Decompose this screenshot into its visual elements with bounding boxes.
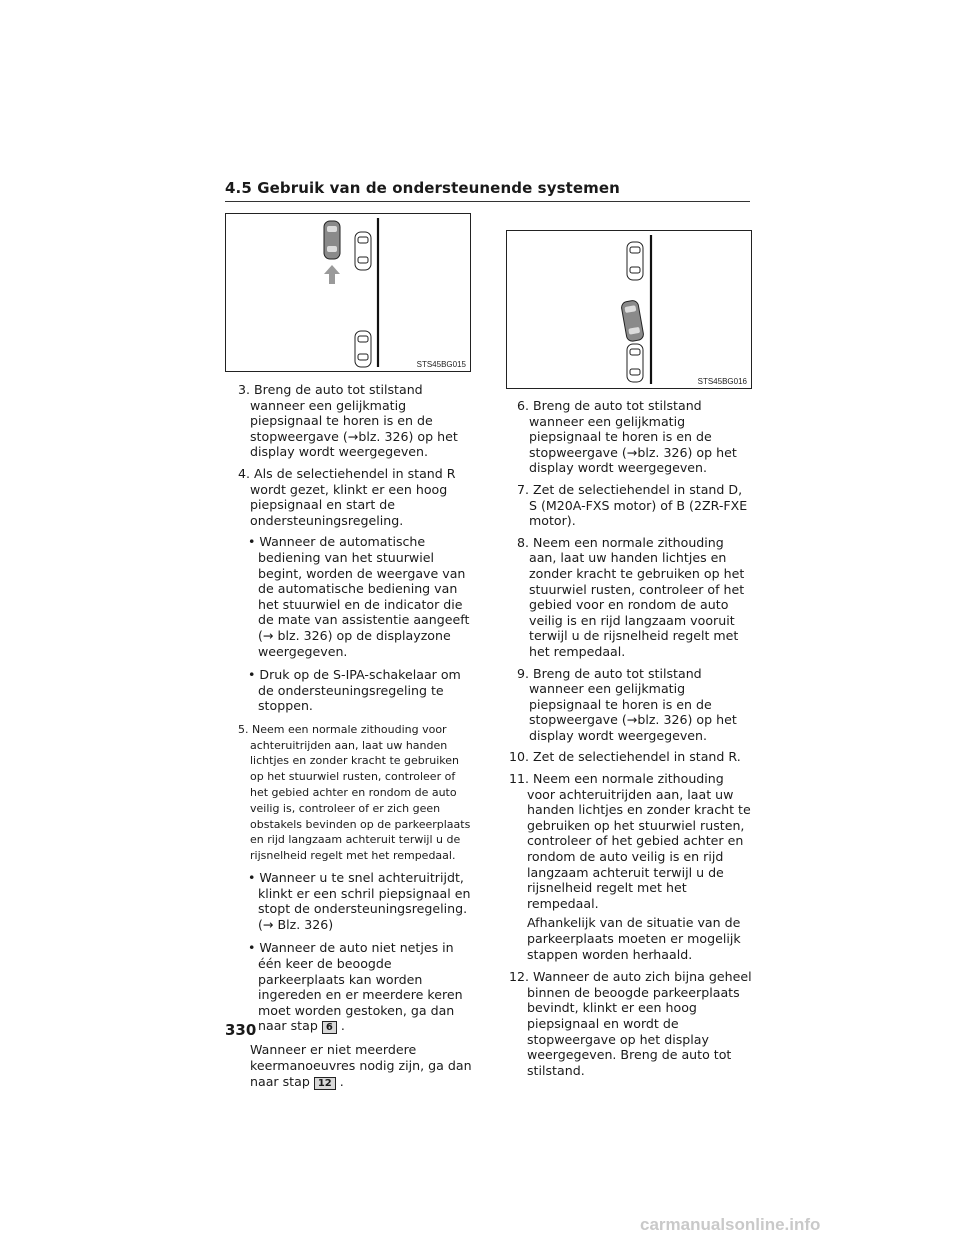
parked-car-icon — [627, 242, 643, 280]
bullet-auto-steering: • Wanneer de automatische bediening van het stuurwiel begint, worden de weergave van de automatische bediening van het stuurwiel en de indicator die de mate van assistentie aangeeft (→ blz. 326) op de displayzone weergegeven. — [248, 534, 470, 659]
note-no-turns: Wanneer er niet meerdere keermanoeuvres nodig zijn, ga dan naar stap 12 . — [250, 1042, 472, 1089]
parking-figure-left — [225, 213, 471, 372]
right-column — [509, 398, 754, 1084]
step-10: 10. Zet de selectiehendel in stand R. — [509, 749, 741, 765]
bullet-stop-switch: • Druk op de S-IPA-schakelaar om de ondersteuningsregeling te stoppen. — [248, 667, 461, 714]
parked-car-icon — [355, 331, 371, 367]
step-9: 9. Breng de auto tot stilstand wanneer een gelijkmatig piepsignaal te horen is en de stopweergave (→blz. 326) op het display wordt weergegeven. — [517, 665, 737, 743]
step-12: 12. Wanneer de auto zich bijna geheel binnen de beoogde parkeerplaats bevindt, klinkt er een hoog piepsignaal en wordt de stopweergave op het display weergegeven. Breng de auto tot stilstand. — [509, 969, 752, 1078]
parking-diagram-right — [507, 231, 751, 388]
parking-diagram-left — [226, 214, 470, 371]
bullet-too-fast: • Wanneer u te snel achteruitrijdt, klinkt er een schril piepsignaal en stopt de ondersteuningsregeling. (→ Blz. 326) — [248, 870, 471, 932]
parked-car-icon — [627, 344, 643, 382]
own-car-icon — [621, 300, 645, 342]
step-11: 11. Neem een normale zithouding voor achteruitrijden aan, laat uw handen lichtjes en zonder kracht te gebruiken op het stuurwiel rusten, controleer of het gebied achter en rondom de auto veilig is en rijd langzaam achteruit terwijl u de rijsnelheid regelt met het rempedaal. — [509, 771, 751, 911]
section-header — [225, 178, 750, 202]
step-4: 4. Als de selectiehendel in stand R wordt gezet, klinkt er een hoog piepsignaal en start de ondersteuningsregeling. — [238, 465, 456, 528]
step-ref-6[interactable]: 6 — [322, 1021, 337, 1034]
step-8: 8. Neem een normale zithouding aan, laat uw handen lichtjes en zonder kracht te gebruiken op het stuurwiel rusten, controleer of het gebied voor en rondom de auto veilig is en rijd langzaam vooruit terwijl u de rijsnelheid regelt met het rempedaal. — [517, 534, 745, 659]
parking-figure-right — [506, 230, 752, 389]
own-car-icon — [324, 221, 340, 259]
forward-arrow-icon — [324, 265, 340, 284]
parked-car-icon — [355, 232, 371, 270]
figure-code: STS45BG016 — [697, 377, 747, 386]
figure-code: STS45BG015 — [416, 360, 466, 369]
step-7: 7. Zet de selectiehendel in stand D, S (M20A-FXS motor) of B (2ZR-FXE motor). — [517, 481, 748, 529]
bullet-multiple-turns: • Wanneer de auto niet netjes in één keer de beoogde parkeerplaats kan worden ingereden en er meerdere keren moet worden gestoken, ga dan naar stap 6 . — [248, 940, 463, 1034]
watermark: carmanualsonline.info — [640, 1215, 821, 1234]
step-3: 3. Breng de auto tot stilstand wanneer een gelijkmatig piepsignaal te horen is en de stopweergave (→blz. 326) op het display wordt weergegeven. — [238, 382, 458, 460]
section-title: 4.5 Gebruik van de ondersteunende systemen — [225, 179, 620, 197]
left-column — [230, 382, 475, 1094]
step-5: 5. Neem een normale zithouding voor achteruitrijden aan, laat uw handen lichtjes en zonder kracht te gebruiken op het stuurwiel rusten, controleer of het gebied achter en rondom de auto veilig is, controleer of er zich geen obstakels bevinden op de parkeerplaats en rijd langzaam achteruit terwijl u de rijsnelheid regelt met het rempedaal. — [238, 722, 471, 863]
step-ref-12[interactable]: 12 — [314, 1077, 336, 1090]
step-6: 6. Breng de auto tot stilstand wanneer een gelijkmatig piepsignaal te horen is en de stopweergave (→blz. 326) op het display wordt weergegeven. — [517, 398, 737, 476]
page-number: 330 — [225, 1021, 257, 1039]
step-11-note: Afhankelijk van de situatie van de parkeerplaats moeten er mogelijk stappen worden herhaald. — [527, 915, 741, 962]
